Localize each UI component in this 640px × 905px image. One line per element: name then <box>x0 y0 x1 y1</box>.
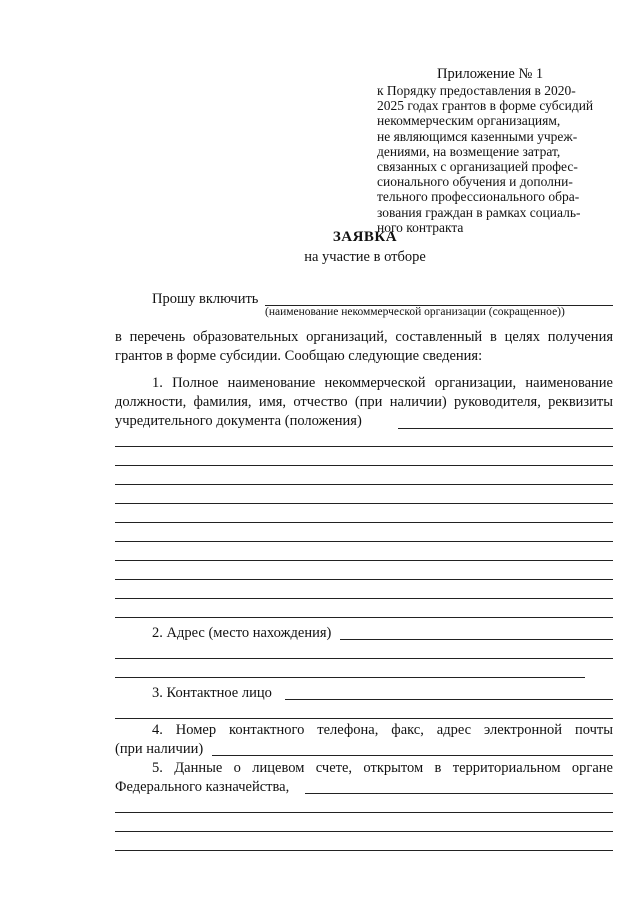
item2-label: 2. Адрес (место нахождения) <box>152 625 332 641</box>
item1-field-line[interactable] <box>398 428 613 429</box>
annex-reference <box>377 83 617 235</box>
address-field-line[interactable] <box>115 677 585 678</box>
contact-person-field-line[interactable] <box>285 699 613 700</box>
annex-line: зования граждан в рамках социаль- <box>377 204 581 220</box>
treasury-account-field-line[interactable] <box>115 812 613 813</box>
item1-text-line: учредительного документа (положения) <box>115 413 362 429</box>
item5-text-line: Федерального казначейства, <box>115 779 290 795</box>
treasury-account-field-line[interactable] <box>305 793 613 794</box>
item1-field-line[interactable] <box>115 579 613 580</box>
annex-line: ного контракта <box>377 219 464 235</box>
annex-line: тельного профессионального обра- <box>377 189 580 205</box>
item4-text-line: 4. Номер контактного телефона, факс, адрес электронной почты <box>152 722 613 738</box>
address-field-line[interactable] <box>340 639 613 640</box>
annex-line: к Порядку предоставления в 2020- <box>377 83 576 98</box>
annex-line: сионального обучения и дополни- <box>377 174 573 190</box>
annex-line: некоммерческим организациям, <box>377 113 561 129</box>
item1-field-line[interactable] <box>115 560 613 561</box>
document-subtitle: на участие в отборе <box>304 249 426 265</box>
document-title: ЗАЯВКА <box>332 229 398 245</box>
request-text-line: в перечень образовательных организаций, составленный в целях получения <box>115 329 613 345</box>
item1-field-line[interactable] <box>115 598 613 599</box>
contacts-field-line[interactable] <box>212 755 613 756</box>
item5-text-line: 5. Данные о лицевом счете, открытом в территориальном органе <box>152 760 613 776</box>
annex-line: связанных с организацией профес- <box>377 159 578 175</box>
item1-field-line[interactable] <box>115 541 613 542</box>
address-field-line[interactable] <box>115 658 613 659</box>
item1-field-line[interactable] <box>115 465 613 466</box>
treasury-account-field-line[interactable] <box>115 850 613 851</box>
item1-field-line[interactable] <box>115 484 613 485</box>
annex-title: Приложение № 1 <box>437 66 544 82</box>
item1-field-line[interactable] <box>115 503 613 504</box>
annex-line: дениями, на возмещение затрат, <box>377 143 561 159</box>
organization-name-caption: (наименование некоммерческой организации (сокращенное)) <box>265 306 565 318</box>
request-text-line: грантов в форме субсидии. Сообщаю следующие сведения: <box>115 348 483 364</box>
item1-text-line: должности, фамилия, имя, отчество (при наличии) руководителя, реквизиты <box>115 394 613 410</box>
annex-line: не являющимся казенными учреж- <box>377 128 578 144</box>
contact-person-field-line[interactable] <box>115 718 613 719</box>
item3-label: 3. Контактное лицо <box>152 685 272 701</box>
treasury-account-field-line[interactable] <box>115 831 613 832</box>
item4-text-line: (при наличии) <box>115 741 204 757</box>
annex-line: 2025 годах грантов в форме субсидий <box>377 98 594 114</box>
request-label: Прошу включить <box>152 291 259 307</box>
item1-field-line[interactable] <box>115 617 613 618</box>
item1-text-line: 1. Полное наименование некоммерческой организации, наименование <box>152 375 613 391</box>
item1-field-line[interactable] <box>115 446 613 447</box>
item1-field-line[interactable] <box>115 522 613 523</box>
